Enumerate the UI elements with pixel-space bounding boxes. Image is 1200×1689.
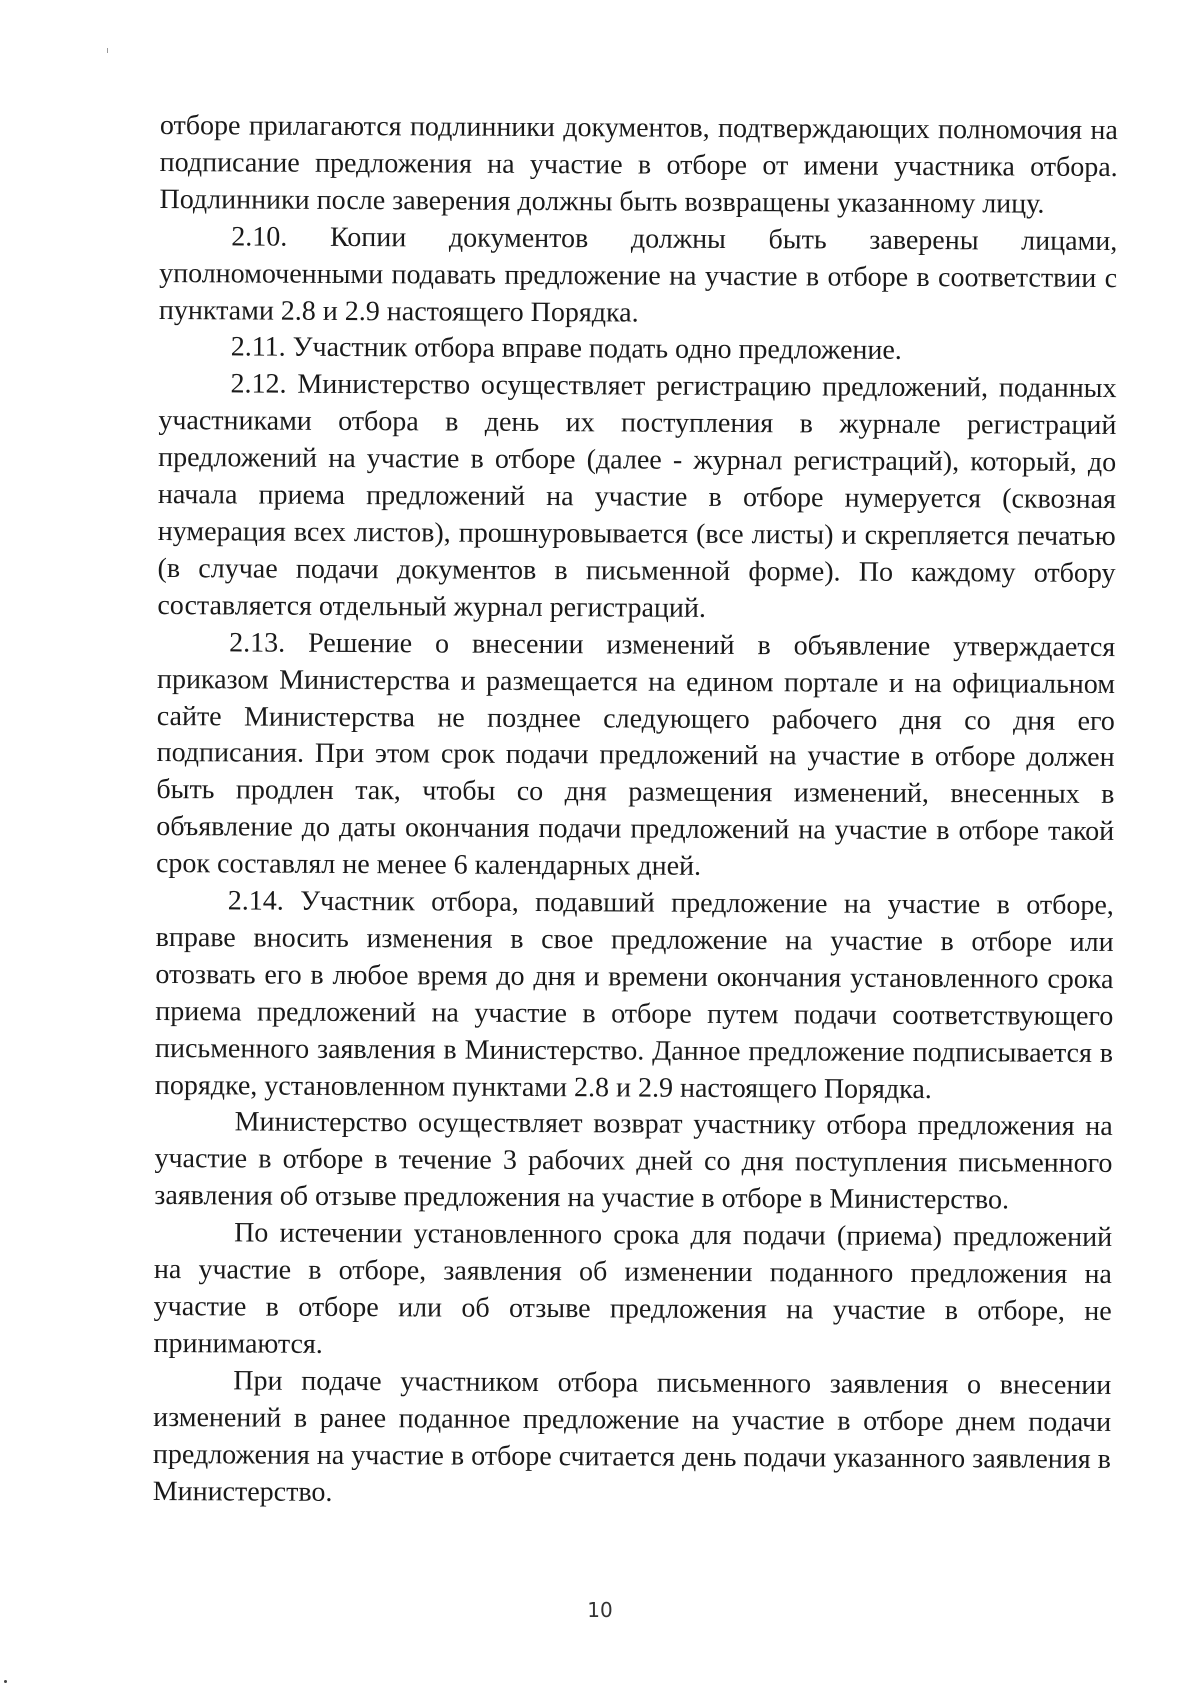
page-number: 10 [587, 1598, 613, 1622]
document-body [153, 108, 1118, 1515]
paragraph-2-11: 2.11. Участник отбора вправе подать одно предложение. [230, 331, 902, 367]
paragraph-submission-date: При подаче участником отбора письменного заявления о внесении изменений в ранее поданное предложение на участие в отборе днем подачи предложения на участие в отборе считается день подачи указанного заявления в Министерство. [152, 1365, 1112, 1508]
paragraph-2-13: 2.13. Решение о внесении изменений в объявление утверждается приказом Министерства и размещается на едином портале и на официальном сайте Министерства не позднее следующего рабочего дня со дня его подписания. При этом срок подачи предложений на участие в отборе должен быть продлен так, чтобы со дня размещения изменений, внесенных в объявление до даты окончания подачи предложений на участие в отборе такой срок составлял не менее 6 календарных дней. [155, 627, 1116, 882]
scan-speck [4, 1680, 7, 1683]
paragraph-2-12: 2.12. Министерство осуществляет регистрацию предложений, поданных участниками отбора в день их поступления в журнале регистраций предложений на участие в отборе (далее - журнал регистраций), который, до начала приема предложений на участие в отборе нумеруется (сквозная нумерация всех листов), прошнуровывается (все листы) и скрепляется печатью (в случае подачи документов в письменной форме). По каждому отбору составляется отдельный журнал регистраций. [157, 368, 1117, 624]
paragraph-2-10: 2.10. Копии документов должны быть заверены лицами, уполномоченными подавать предложение на участие в отборе в соответствии с пунктами 2.8 и 2.9 настоящего Порядка. [158, 221, 1118, 329]
scan-mark [107, 48, 108, 53]
paragraph-return-proposal: Министерство осуществляет возврат участнику отбора предложения на участие в отборе в течение 3 рабочих дней со дня поступления письменного заявления об отзыве предложения на участие в отборе в Министерство. [154, 1106, 1113, 1216]
paragraph-2-14: 2.14. Участник отбора, подавший предложение на участие в отборе, вправе вносить изменения в свое предложение на участие в отборе или отозвать его в любое время до дня и времени окончания установленного срока приема предложений на участие в отборе путем подачи соответствующего письменного заявления в Министерство. Данное предложение подписывается в порядке, установленном пунктами 2.8 и 2.9 настоящего Порядка. [154, 885, 1114, 1105]
paragraph-deadline-expiry: По истечении установленного срока для подачи (приема) предложений на участие в отборе, заявления об изменении поданного предложения на участие в отборе или об отзыве предложения на участие в отборе, не принимаются. [153, 1217, 1113, 1360]
paragraph-continuation: отборе прилагаются подлинники документов, подтверждающих полномочия на подписание предложения на участие в отборе от имени участника отбора. Подлинники после заверения должны быть возвращены указанному лицу. [159, 109, 1118, 220]
